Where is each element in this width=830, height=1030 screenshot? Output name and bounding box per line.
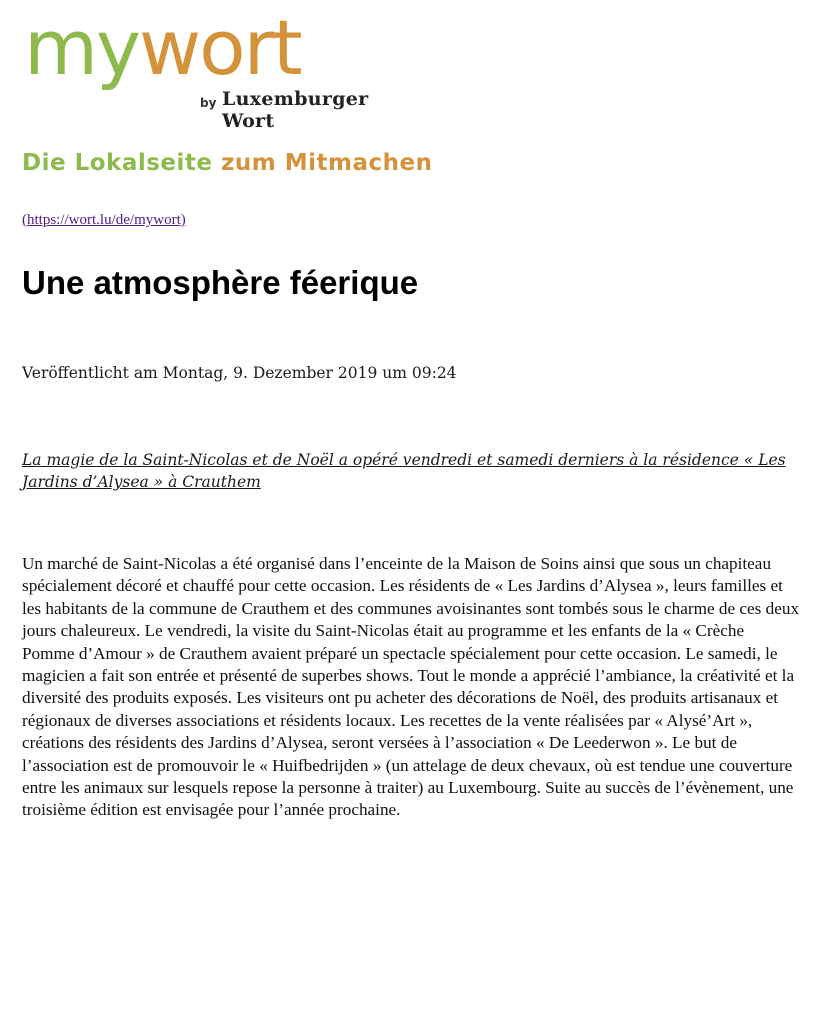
article-title: Une atmosphère féerique [22, 264, 419, 301]
logo-wort: wort [139, 3, 301, 92]
tagline-part1: Die Lokalseite [22, 150, 213, 176]
source-link[interactable]: (https://wort.lu/de/mywort) [22, 212, 186, 228]
logo-wordmark [24, 3, 301, 92]
tagline-part2: zum Mitmachen [221, 150, 433, 176]
published-date: Veröffentlicht am Montag, 9. Dezember 2019 um 09:24 [22, 364, 457, 382]
logo-publisher: Luxemburger Wort [222, 88, 369, 132]
mywort-logo [24, 3, 414, 132]
logo-by: by [200, 96, 217, 110]
tagline [22, 150, 433, 176]
logo-my: my [24, 3, 140, 92]
article-body: Un marché de Saint-Nicolas a été organisé dans l’enceinte de la Maison de Soins ainsi que sous un chapiteau spécialement décoré et chauffé pour cette occasion. Les résidents de « Les Jardins d’Alysea », leurs familles et les habitants de la commune de Crauthem et des communes avoisinantes sont tombés sous le charme de ces deux jours chaleureux. Le vendredi, la visite du Saint-Nicolas était au programme et les enfants de la « Crèche Pomme d’Amour » de Crauthem avaient préparé un spectacle spécialement pour cette occasion. Le samedi, le magicien a fait son entrée et présenté de superbes shows. Tout le monde a apprécié l’ambiance, la créativité et la diversité des produits exposés. Les visiteurs ont pu acheter des décorations de Noël, des produits artisanaux et régionaux de diverses associations et résidents locaux. Les recettes de la vente réalisées par « Alysé’Art », créations des résidents des Jardins d’Alysea, seront versées à l’association « De Leederwon ». Le but de l’association est de promouvoir le « Huifbedrijden » (un attelage de deux chevaux, où est tendue une couverture entre les animaux sur lesquels repose la personne à traiter) au Luxembourg. Suite au succès de l’évènement, une troisième édition est envisagée pour l’année prochaine. [22, 554, 800, 820]
article-lead: La magie de la Saint-Nicolas et de Noël a opéré vendredi et samedi derniers à la résidence « Les Jardins d’Alysea » à Crauthem [22, 451, 786, 491]
